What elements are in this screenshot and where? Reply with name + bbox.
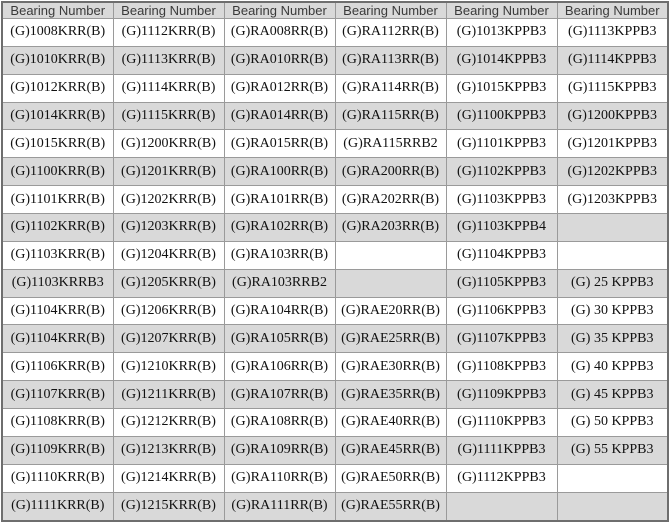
table-row [2, 492, 668, 521]
bearing-number-cell: (G)1210KRR(B) [113, 353, 224, 381]
bearing-number-cell: (G)1111KPPB3 [446, 436, 557, 464]
bearing-number-cell: (G)RA008RR(B) [224, 19, 335, 47]
bearing-number-table-container [1, 1, 669, 522]
bearing-number-cell: (G)1012KRR(B) [2, 74, 113, 102]
table-row [2, 19, 668, 47]
column-header: Bearing Number [224, 2, 335, 19]
bearing-number-cell: (G)1203KRR(B) [113, 214, 224, 242]
bearing-number-cell: (G)1215KRR(B) [113, 492, 224, 521]
bearing-number-cell [335, 269, 446, 297]
bearing-number-cell: (G)1205KRR(B) [113, 269, 224, 297]
bearing-number-cell: (G)RA114RR(B) [335, 74, 446, 102]
bearing-number-cell: (G)1202KRR(B) [113, 186, 224, 214]
bearing-number-cell: (G)1101KPPB3 [446, 130, 557, 158]
bearing-number-cell: (G)1107KPPB3 [446, 325, 557, 353]
bearing-number-cell: (G)1207KRR(B) [113, 325, 224, 353]
bearing-number-cell: (G)1008KRR(B) [2, 19, 113, 47]
bearing-number-cell: (G)1015KRR(B) [2, 130, 113, 158]
bearing-number-cell: (G)1112KPPB3 [446, 464, 557, 492]
bearing-number-cell: (G)RA014RR(B) [224, 102, 335, 130]
table-row [2, 353, 668, 381]
bearing-number-cell: (G)1106KRR(B) [2, 353, 113, 381]
bearing-number-cell: (G)1106KPPB3 [446, 297, 557, 325]
bearing-number-cell: (G)1100KPPB3 [446, 102, 557, 130]
bearing-number-cell: (G)RA109RR(B) [224, 436, 335, 464]
bearing-number-cell: (G)1014KRR(B) [2, 102, 113, 130]
table-row [2, 130, 668, 158]
bearing-number-cell: (G)RAE45RR(B) [335, 436, 446, 464]
bearing-number-cell [557, 464, 668, 492]
bearing-number-cell: (G)1103KPPB4 [446, 214, 557, 242]
bearing-number-cell: (G)RA203RR(B) [335, 214, 446, 242]
bearing-number-cell: (G)1104KRR(B) [2, 297, 113, 325]
bearing-number-cell: (G)1108KRR(B) [2, 409, 113, 437]
bearing-number-cell: (G)RA106RR(B) [224, 353, 335, 381]
bearing-number-cell: (G)RA100RR(B) [224, 158, 335, 186]
bearing-number-cell: (G)1114KPPB3 [557, 46, 668, 74]
bearing-number-cell [557, 241, 668, 269]
bearing-number-cell: (G)1107KRR(B) [2, 381, 113, 409]
bearing-number-cell: (G)1109KPPB3 [446, 381, 557, 409]
bearing-number-cell: (G)RA112RR(B) [335, 19, 446, 47]
bearing-number-cell [557, 492, 668, 521]
table-row [2, 464, 668, 492]
bearing-number-cell: (G)1113KPPB3 [557, 19, 668, 47]
table-row [2, 46, 668, 74]
bearing-number-cell: (G)RA115RRB2 [335, 130, 446, 158]
bearing-number-cell: (G)1113KRR(B) [113, 46, 224, 74]
column-header: Bearing Number [557, 2, 668, 19]
table-header [2, 2, 668, 19]
bearing-number-cell: (G) 45 KPPB3 [557, 381, 668, 409]
bearing-number-cell: (G)1015KPPB3 [446, 74, 557, 102]
bearing-number-cell: (G)1102KRR(B) [2, 214, 113, 242]
bearing-number-cell: (G)RA111RR(B) [224, 492, 335, 521]
bearing-number-cell: (G)1115KPPB3 [557, 74, 668, 102]
table-header-row [2, 2, 668, 19]
bearing-number-cell: (G)1110KPPB3 [446, 409, 557, 437]
bearing-number-cell: (G)1204KRR(B) [113, 241, 224, 269]
bearing-number-cell: (G)1206KRR(B) [113, 297, 224, 325]
bearing-number-cell: (G)1202KPPB3 [557, 158, 668, 186]
table-row [2, 74, 668, 102]
bearing-number-cell: (G)RA103RRB2 [224, 269, 335, 297]
bearing-number-cell: (G)1108KPPB3 [446, 353, 557, 381]
table-row [2, 269, 668, 297]
bearing-number-cell: (G)RAE50RR(B) [335, 464, 446, 492]
bearing-number-cell: (G) 55 KPPB3 [557, 436, 668, 464]
table-row [2, 214, 668, 242]
bearing-number-cell: (G)1110KRR(B) [2, 464, 113, 492]
bearing-number-cell: (G)RA102RR(B) [224, 214, 335, 242]
bearing-number-cell: (G)1214KRR(B) [113, 464, 224, 492]
bearing-number-cell: (G)1114KRR(B) [113, 74, 224, 102]
bearing-number-table [1, 1, 669, 522]
table-row [2, 297, 668, 325]
bearing-number-cell: (G)1112KRR(B) [113, 19, 224, 47]
bearing-number-cell: (G)1010KRR(B) [2, 46, 113, 74]
table-row [2, 409, 668, 437]
bearing-number-cell: (G)1212KRR(B) [113, 409, 224, 437]
bearing-number-cell: (G)RA200RR(B) [335, 158, 446, 186]
bearing-number-cell: (G)1105KPPB3 [446, 269, 557, 297]
table-row [2, 158, 668, 186]
bearing-number-cell: (G)1101KRR(B) [2, 186, 113, 214]
bearing-number-cell: (G)RAE25RR(B) [335, 325, 446, 353]
bearing-number-cell [446, 492, 557, 521]
bearing-number-cell: (G)RA103RR(B) [224, 241, 335, 269]
bearing-number-cell: (G)1103KRRB3 [2, 269, 113, 297]
bearing-number-cell: (G)RA115RR(B) [335, 102, 446, 130]
bearing-number-cell: (G) 50 KPPB3 [557, 409, 668, 437]
bearing-number-cell: (G)RA107RR(B) [224, 381, 335, 409]
bearing-number-cell: (G)1111KRR(B) [2, 492, 113, 521]
bearing-number-cell: (G)RA104RR(B) [224, 297, 335, 325]
table-row [2, 381, 668, 409]
bearing-number-cell: (G)RA110RR(B) [224, 464, 335, 492]
bearing-number-cell: (G)1100KRR(B) [2, 158, 113, 186]
bearing-number-cell: (G)RA105RR(B) [224, 325, 335, 353]
bearing-number-cell: (G)RA012RR(B) [224, 74, 335, 102]
column-header: Bearing Number [113, 2, 224, 19]
bearing-number-cell: (G)1013KPPB3 [446, 19, 557, 47]
column-header: Bearing Number [2, 2, 113, 19]
bearing-number-cell: (G)1211KRR(B) [113, 381, 224, 409]
bearing-number-cell: (G)1201KPPB3 [557, 130, 668, 158]
bearing-number-cell: (G)1104KPPB3 [446, 241, 557, 269]
bearing-number-cell: (G)1103KPPB3 [446, 186, 557, 214]
bearing-number-cell: (G)1103KRR(B) [2, 241, 113, 269]
bearing-number-cell: (G)1109KRR(B) [2, 436, 113, 464]
bearing-number-cell: (G)1102KPPB3 [446, 158, 557, 186]
bearing-number-cell: (G)1201KRR(B) [113, 158, 224, 186]
column-header: Bearing Number [446, 2, 557, 19]
bearing-number-cell: (G)RAE55RR(B) [335, 492, 446, 521]
bearing-number-cell: (G)RA202RR(B) [335, 186, 446, 214]
bearing-number-cell [335, 241, 446, 269]
bearing-number-cell: (G)RA010RR(B) [224, 46, 335, 74]
bearing-number-cell: (G)RAE30RR(B) [335, 353, 446, 381]
bearing-number-cell [557, 214, 668, 242]
bearing-number-cell: (G)1203KPPB3 [557, 186, 668, 214]
bearing-number-cell: (G)RA101RR(B) [224, 186, 335, 214]
table-row [2, 241, 668, 269]
table-row [2, 102, 668, 130]
table-body [2, 19, 668, 522]
bearing-number-cell: (G) 35 KPPB3 [557, 325, 668, 353]
table-row [2, 186, 668, 214]
bearing-number-cell: (G)1200KPPB3 [557, 102, 668, 130]
column-header: Bearing Number [335, 2, 446, 19]
bearing-number-cell: (G) 40 KPPB3 [557, 353, 668, 381]
bearing-number-cell: (G)1200KRR(B) [113, 130, 224, 158]
table-row [2, 325, 668, 353]
bearing-number-cell: (G)RA113RR(B) [335, 46, 446, 74]
bearing-number-cell: (G)RAE35RR(B) [335, 381, 446, 409]
bearing-number-cell: (G)1014KPPB3 [446, 46, 557, 74]
bearing-number-cell: (G)1213KRR(B) [113, 436, 224, 464]
bearing-number-cell: (G) 25 KPPB3 [557, 269, 668, 297]
bearing-number-cell: (G)1115KRR(B) [113, 102, 224, 130]
bearing-number-cell: (G)RA015RR(B) [224, 130, 335, 158]
bearing-number-cell: (G) 30 KPPB3 [557, 297, 668, 325]
bearing-number-cell: (G)RA108RR(B) [224, 409, 335, 437]
bearing-number-cell: (G)RAE20RR(B) [335, 297, 446, 325]
bearing-number-cell: (G)RAE40RR(B) [335, 409, 446, 437]
bearing-number-cell: (G)1104KRR(B) [2, 325, 113, 353]
table-row [2, 436, 668, 464]
